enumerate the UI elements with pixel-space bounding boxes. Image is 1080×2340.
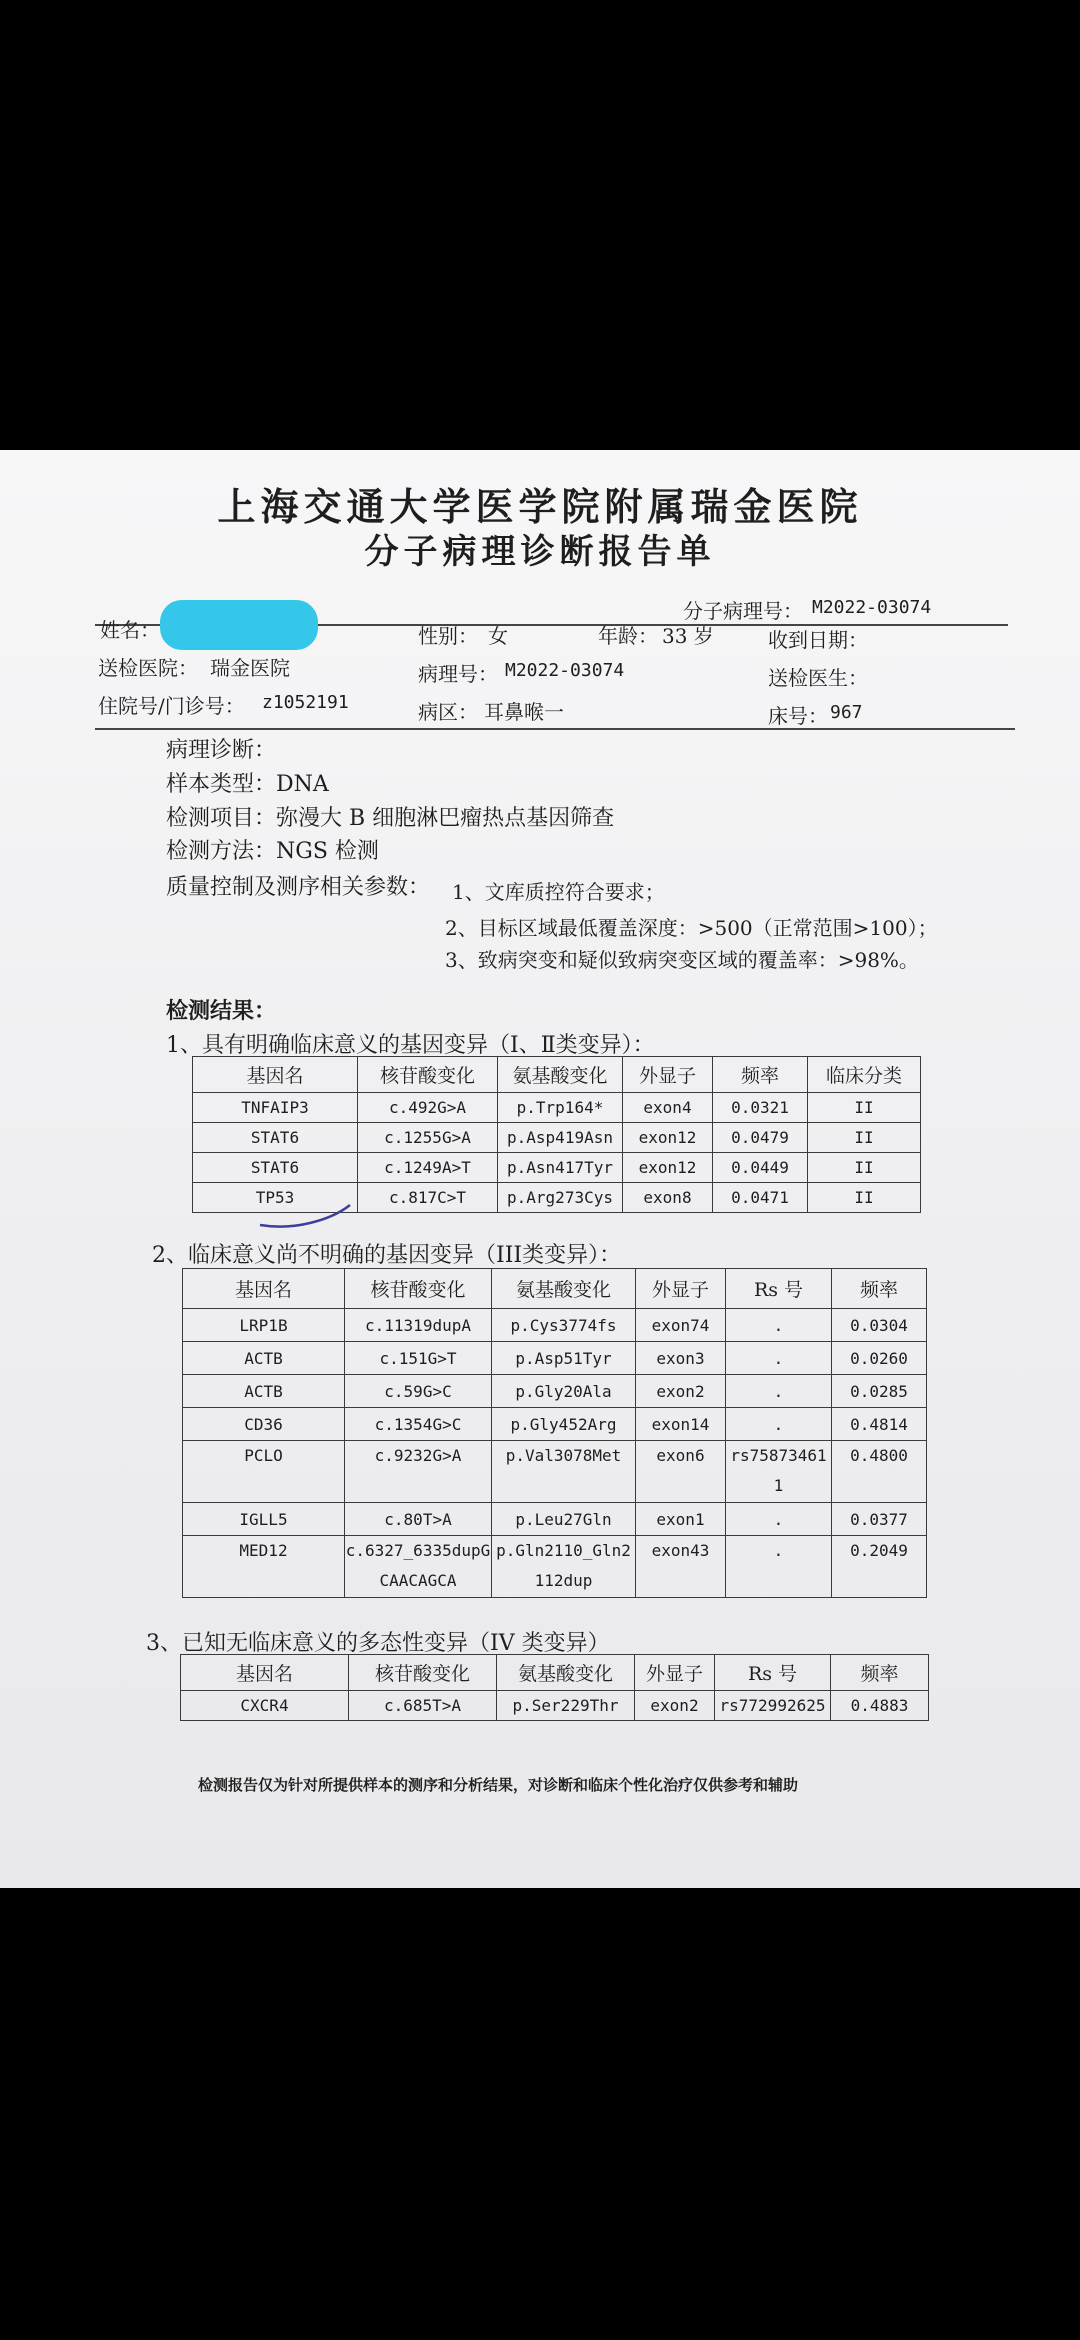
signature-mark bbox=[255, 1195, 355, 1235]
clinical-significance-table bbox=[192, 1056, 921, 1213]
section2-title: 2、临床意义尚不明确的基因变异（III类变异）： bbox=[152, 1243, 622, 1268]
table-cell: c.492G>A bbox=[358, 1093, 498, 1123]
pathology-number-label: 分子病理号： bbox=[683, 599, 803, 623]
table-cell: 0.2049 bbox=[832, 1536, 927, 1598]
column-header: 氨基酸变化 bbox=[497, 1655, 635, 1691]
table-cell: p.Val3078Met bbox=[492, 1441, 636, 1503]
table-row bbox=[183, 1503, 927, 1536]
table-header-row bbox=[193, 1057, 921, 1093]
table-cell: . bbox=[726, 1342, 832, 1375]
table-cell: CD36 bbox=[183, 1408, 345, 1441]
column-header: Rs 号 bbox=[715, 1655, 831, 1691]
table-header-row bbox=[181, 1655, 929, 1691]
table-cell: MED12 bbox=[183, 1536, 345, 1598]
table-cell: c.685T>A bbox=[349, 1691, 497, 1721]
column-header: 外显子 bbox=[623, 1057, 713, 1093]
table-cell: p.Ser229Thr bbox=[497, 1691, 635, 1721]
table-cell: rs758734611 bbox=[726, 1441, 832, 1503]
table-row bbox=[183, 1536, 927, 1598]
pathology-number: M2022-03074 bbox=[812, 597, 932, 618]
column-header: 基因名 bbox=[183, 1269, 345, 1309]
column-header: 核苷酸变化 bbox=[345, 1269, 492, 1309]
table-cell: c.1249A>T bbox=[358, 1153, 498, 1183]
bed-value: 967 bbox=[830, 702, 863, 723]
table-cell: p.Asp419Asn bbox=[498, 1123, 623, 1153]
table-cell: c.6327_6335dupGCAACAGCA bbox=[345, 1536, 492, 1598]
section3-title: 3、已知无临床意义的多态性变异（IV 类变异） bbox=[146, 1631, 610, 1656]
table-cell: p.Leu27Gln bbox=[492, 1503, 636, 1536]
table-cell: c.80T>A bbox=[345, 1503, 492, 1536]
name-redaction bbox=[160, 600, 318, 650]
table-cell: p.Asp51Tyr bbox=[492, 1342, 636, 1375]
table-cell: II bbox=[808, 1153, 921, 1183]
table-cell: 0.0471 bbox=[713, 1183, 808, 1213]
column-header: 氨基酸变化 bbox=[498, 1057, 623, 1093]
table-row bbox=[183, 1342, 927, 1375]
bed-label: 床号： bbox=[768, 704, 828, 728]
table-cell: 0.0321 bbox=[713, 1093, 808, 1123]
table-row bbox=[183, 1408, 927, 1441]
table-cell: PCLO bbox=[183, 1441, 345, 1503]
gender-label: 性别： bbox=[418, 624, 478, 648]
column-header: 频率 bbox=[831, 1655, 929, 1691]
ward-value: 耳鼻喉一 bbox=[484, 700, 564, 724]
table-cell: c.59G>C bbox=[345, 1375, 492, 1408]
table-cell: 0.4814 bbox=[832, 1408, 927, 1441]
results-title: 检测结果： bbox=[166, 998, 277, 1024]
table-cell: exon2 bbox=[636, 1375, 726, 1408]
table-cell: exon12 bbox=[623, 1153, 713, 1183]
table-header-row bbox=[183, 1269, 927, 1309]
table-cell: TNFAIP3 bbox=[193, 1093, 358, 1123]
admission-value: z1052191 bbox=[262, 692, 349, 713]
table-row bbox=[183, 1441, 927, 1503]
table-cell: 0.0304 bbox=[832, 1309, 927, 1342]
column-header: 基因名 bbox=[193, 1057, 358, 1093]
table-cell: . bbox=[726, 1408, 832, 1441]
table-cell: p.Cys3774fs bbox=[492, 1309, 636, 1342]
table-cell: exon74 bbox=[636, 1309, 726, 1342]
section1-title: 1、具有明确临床意义的基因变异（Ⅰ、Ⅱ类变异）： bbox=[166, 1033, 655, 1058]
table-cell: exon14 bbox=[636, 1408, 726, 1441]
table-cell: c.151G>T bbox=[345, 1342, 492, 1375]
qc-item-2: 2、目标区域最低覆盖深度：>500（正常范围>100）； bbox=[445, 916, 938, 940]
age-label: 年龄： bbox=[598, 624, 658, 648]
table-cell: II bbox=[808, 1093, 921, 1123]
column-header: 频率 bbox=[713, 1057, 808, 1093]
column-header: 外显子 bbox=[635, 1655, 715, 1691]
table-cell: p.Gly452Arg bbox=[492, 1408, 636, 1441]
test-item: 检测项目：弥漫大 B 细胞淋巴瘤热点基因筛查 bbox=[166, 806, 615, 831]
table-cell: 0.4800 bbox=[832, 1441, 927, 1503]
polymorphism-table bbox=[180, 1654, 929, 1721]
table-row bbox=[193, 1123, 921, 1153]
table-cell: ACTB bbox=[183, 1342, 345, 1375]
table-cell: p.Asn417Tyr bbox=[498, 1153, 623, 1183]
table-cell: 0.0479 bbox=[713, 1123, 808, 1153]
age-value: 33 岁 bbox=[662, 624, 714, 648]
table-cell: 0.0285 bbox=[832, 1375, 927, 1408]
table-cell: c.817C>T bbox=[358, 1183, 498, 1213]
path-no-value: M2022-03074 bbox=[505, 660, 625, 681]
hospital-name: 上海交通大学医学院附属瑞金医院 bbox=[217, 484, 863, 529]
table-cell: II bbox=[808, 1123, 921, 1153]
column-header: 临床分类 bbox=[808, 1057, 921, 1093]
table-cell: exon8 bbox=[623, 1183, 713, 1213]
report-title: 分子病理诊断报告单 bbox=[364, 532, 716, 572]
ward-label: 病区： bbox=[418, 700, 478, 724]
column-header: 氨基酸变化 bbox=[492, 1269, 636, 1309]
table-cell: exon6 bbox=[636, 1441, 726, 1503]
table-cell: . bbox=[726, 1536, 832, 1598]
table-cell: exon12 bbox=[623, 1123, 713, 1153]
table-cell: exon1 bbox=[636, 1503, 726, 1536]
table-cell: c.1255G>A bbox=[358, 1123, 498, 1153]
table-cell: exon2 bbox=[635, 1691, 715, 1721]
table-cell: . bbox=[726, 1309, 832, 1342]
received-date-label: 收到日期： bbox=[768, 628, 868, 652]
table-cell: c.1354G>C bbox=[345, 1408, 492, 1441]
disclaimer: 检测报告仅为针对所提供样本的测序和分析结果，对诊断和临床个性化治疗仅供参考和辅助 bbox=[198, 1776, 799, 1794]
table-cell: c.9232G>A bbox=[345, 1441, 492, 1503]
table-cell: p.Trp164* bbox=[498, 1093, 623, 1123]
qc-item-3: 3、致病突变和疑似致病突变区域的覆盖率：>98%。 bbox=[445, 948, 919, 972]
table-cell: IGLL5 bbox=[183, 1503, 345, 1536]
sample-type: 样本类型：DNA bbox=[166, 772, 329, 797]
diagnosis-label: 病理诊断： bbox=[166, 738, 277, 763]
table-cell: LRP1B bbox=[183, 1309, 345, 1342]
table-cell: 0.4883 bbox=[831, 1691, 929, 1721]
hospital-value: 瑞金医院 bbox=[210, 656, 290, 680]
test-method: 检测方法：NGS 检测 bbox=[166, 839, 379, 864]
table-row bbox=[181, 1691, 929, 1721]
table-cell: p.Gly20Ala bbox=[492, 1375, 636, 1408]
header-bottom-rule bbox=[95, 728, 1015, 730]
unknown-significance-table bbox=[182, 1268, 927, 1598]
hospital-label: 送检医院： bbox=[98, 656, 198, 680]
column-header: 基因名 bbox=[181, 1655, 349, 1691]
qc-item-1: 1、文库质控符合要求； bbox=[452, 880, 665, 904]
table-cell: 0.0260 bbox=[832, 1342, 927, 1375]
admission-label: 住院号/门诊号： bbox=[98, 694, 245, 718]
table-cell: p.Gln2110_Gln2112dup bbox=[492, 1536, 636, 1598]
table-cell: exon43 bbox=[636, 1536, 726, 1598]
table-row bbox=[193, 1153, 921, 1183]
name-label: 姓名： bbox=[100, 618, 160, 642]
column-header: Rs 号 bbox=[726, 1269, 832, 1309]
table-cell: c.11319dupA bbox=[345, 1309, 492, 1342]
table-cell: CXCR4 bbox=[181, 1691, 349, 1721]
column-header: 外显子 bbox=[636, 1269, 726, 1309]
table-row bbox=[183, 1309, 927, 1342]
table-cell: STAT6 bbox=[193, 1153, 358, 1183]
table-row bbox=[183, 1375, 927, 1408]
table-cell: II bbox=[808, 1183, 921, 1213]
column-header: 频率 bbox=[832, 1269, 927, 1309]
gender-value: 女 bbox=[488, 624, 508, 648]
doctor-label: 送检医生： bbox=[768, 666, 868, 690]
table-cell: . bbox=[726, 1503, 832, 1536]
table-cell: rs772992625 bbox=[715, 1691, 831, 1721]
table-cell: STAT6 bbox=[193, 1123, 358, 1153]
table-cell: p.Arg273Cys bbox=[498, 1183, 623, 1213]
table-cell: . bbox=[726, 1375, 832, 1408]
table-cell: 0.0377 bbox=[832, 1503, 927, 1536]
table-cell: exon3 bbox=[636, 1342, 726, 1375]
table-cell: 0.0449 bbox=[713, 1153, 808, 1183]
column-header: 核苷酸变化 bbox=[358, 1057, 498, 1093]
table-row bbox=[193, 1093, 921, 1123]
table-cell: ACTB bbox=[183, 1375, 345, 1408]
path-no-label: 病理号： bbox=[418, 662, 498, 686]
qc-label: 质量控制及测序相关参数： bbox=[166, 875, 431, 900]
table-cell: TP53 bbox=[193, 1183, 358, 1213]
column-header: 核苷酸变化 bbox=[349, 1655, 497, 1691]
table-cell: exon4 bbox=[623, 1093, 713, 1123]
